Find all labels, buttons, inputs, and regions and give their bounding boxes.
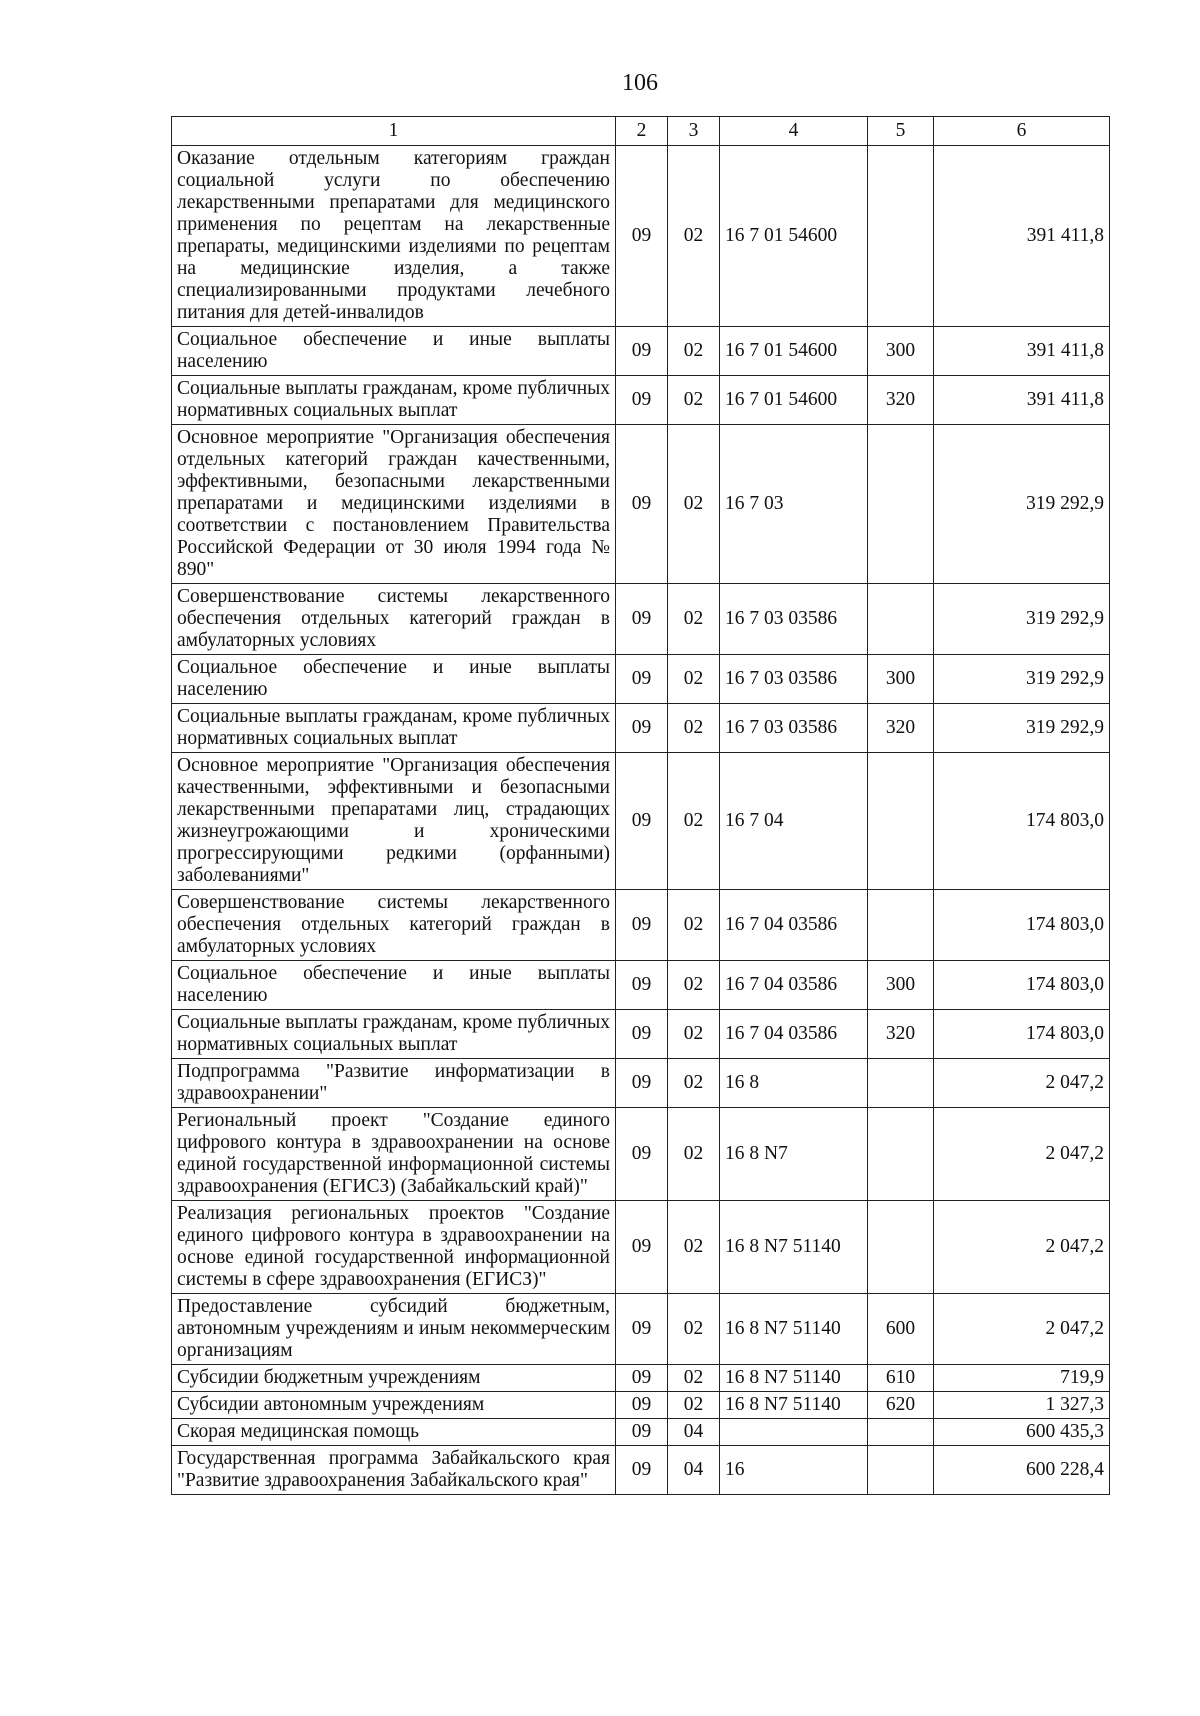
- table-row: [172, 376, 1110, 425]
- row-expense-type: [868, 146, 934, 327]
- row-expense-type: [868, 753, 934, 890]
- row-subsection-code: 04: [668, 1446, 720, 1495]
- table-row: [172, 1365, 1110, 1392]
- row-subsection-code: 02: [668, 1392, 720, 1419]
- budget-table: [171, 116, 1110, 1495]
- row-name: Совершенствование системы лекарственного обеспечения отдельных категорий граждан в амбулаторных условиях: [172, 584, 616, 655]
- row-amount: 174 803,0: [934, 961, 1110, 1010]
- row-target-article: 16 7 04 03586: [720, 961, 868, 1010]
- row-amount: 319 292,9: [934, 704, 1110, 753]
- row-target-article: 16 8 N7 51140: [720, 1294, 868, 1365]
- row-amount: 2 047,2: [934, 1294, 1110, 1365]
- row-section-code: 09: [616, 327, 668, 376]
- col-header-2: 2: [616, 117, 668, 146]
- row-name: Оказание отдельным категориям граждан социальной услуги по обеспечению лекарственными препаратами для медицинского применения по рецептам на лекарственные препараты, медицинскими изделиями по рецептам на медицинские изделия, а также специализированными продуктами лечебного питания для детей-инвалидов: [172, 146, 616, 327]
- col-header-4: 4: [720, 117, 868, 146]
- table-row: [172, 1446, 1110, 1495]
- col-header-1: 1: [172, 117, 616, 146]
- row-section-code: 09: [616, 1201, 668, 1294]
- row-name: Социальные выплаты гражданам, кроме публичных нормативных социальных выплат: [172, 1010, 616, 1059]
- row-subsection-code: 02: [668, 1201, 720, 1294]
- row-expense-type: 300: [868, 961, 934, 1010]
- table-row: [172, 1294, 1110, 1365]
- row-name: Социальное обеспечение и иные выплаты населению: [172, 961, 616, 1010]
- page-number: 106: [622, 70, 658, 96]
- row-subsection-code: 02: [668, 584, 720, 655]
- table-row: [172, 146, 1110, 327]
- row-section-code: 09: [616, 704, 668, 753]
- row-expense-type: 320: [868, 1010, 934, 1059]
- row-expense-type: [868, 890, 934, 961]
- row-section-code: 09: [616, 146, 668, 327]
- row-amount: 391 411,8: [934, 146, 1110, 327]
- row-section-code: 09: [616, 1059, 668, 1108]
- table-row: [172, 1419, 1110, 1446]
- row-target-article: 16 7 04 03586: [720, 890, 868, 961]
- row-amount: 174 803,0: [934, 1010, 1110, 1059]
- row-subsection-code: 02: [668, 327, 720, 376]
- row-subsection-code: 02: [668, 146, 720, 327]
- table-row: [172, 753, 1110, 890]
- row-subsection-code: 02: [668, 753, 720, 890]
- row-expense-type: [868, 1419, 934, 1446]
- row-subsection-code: 02: [668, 1108, 720, 1201]
- row-name: Социальное обеспечение и иные выплаты населению: [172, 327, 616, 376]
- row-subsection-code: 02: [668, 425, 720, 584]
- row-name: Государственная программа Забайкальского края "Развитие здравоохранения Забайкальского края": [172, 1446, 616, 1495]
- row-expense-type: 320: [868, 376, 934, 425]
- row-section-code: 09: [616, 1419, 668, 1446]
- row-subsection-code: 02: [668, 704, 720, 753]
- table-body: [172, 146, 1110, 1495]
- row-section-code: 09: [616, 1294, 668, 1365]
- row-section-code: 09: [616, 1392, 668, 1419]
- row-target-article: 16 8: [720, 1059, 868, 1108]
- row-section-code: 09: [616, 655, 668, 704]
- table-row: [172, 1010, 1110, 1059]
- row-target-article: 16 8 N7 51140: [720, 1392, 868, 1419]
- row-name: Скорая медицинская помощь: [172, 1419, 616, 1446]
- table-row: [172, 961, 1110, 1010]
- row-amount: 1 327,3: [934, 1392, 1110, 1419]
- row-name: Субсидии бюджетным учреждениям: [172, 1365, 616, 1392]
- row-target-article: 16: [720, 1446, 868, 1495]
- row-name: Основное мероприятие "Организация обеспечения отдельных категорий граждан качественными, эффективными, безопасными лекарственными препаратами и медицинскими изделиями в соответствии с постановлением Правительства Российской Федерации от 30 июля 1994 года № 890": [172, 425, 616, 584]
- row-amount: 2 047,2: [934, 1059, 1110, 1108]
- row-section-code: 09: [616, 1010, 668, 1059]
- row-name: Социальные выплаты гражданам, кроме публичных нормативных социальных выплат: [172, 376, 616, 425]
- row-target-article: 16 7 03: [720, 425, 868, 584]
- table-row: [172, 1201, 1110, 1294]
- row-expense-type: [868, 1446, 934, 1495]
- row-name: Предоставление субсидий бюджетным, автономным учреждениям и иным некоммерческим организациям: [172, 1294, 616, 1365]
- row-expense-type: [868, 1059, 934, 1108]
- row-amount: 319 292,9: [934, 584, 1110, 655]
- table-row: [172, 655, 1110, 704]
- row-target-article: 16 7 04 03586: [720, 1010, 868, 1059]
- row-subsection-code: 02: [668, 655, 720, 704]
- row-target-article: 16 7 04: [720, 753, 868, 890]
- row-target-article: 16 8 N7 51140: [720, 1365, 868, 1392]
- col-header-5: 5: [868, 117, 934, 146]
- row-target-article: 16 7 01 54600: [720, 146, 868, 327]
- row-amount: 174 803,0: [934, 753, 1110, 890]
- table-row: [172, 1059, 1110, 1108]
- row-subsection-code: 02: [668, 1010, 720, 1059]
- row-expense-type: [868, 1108, 934, 1201]
- row-expense-type: 320: [868, 704, 934, 753]
- row-section-code: 09: [616, 376, 668, 425]
- row-amount: 600 228,4: [934, 1446, 1110, 1495]
- row-target-article: 16 7 03 03586: [720, 655, 868, 704]
- row-expense-type: 620: [868, 1392, 934, 1419]
- row-expense-type: [868, 1201, 934, 1294]
- row-amount: 2 047,2: [934, 1201, 1110, 1294]
- row-target-article: 16 7 03 03586: [720, 584, 868, 655]
- row-amount: 174 803,0: [934, 890, 1110, 961]
- row-expense-type: 610: [868, 1365, 934, 1392]
- row-section-code: 09: [616, 584, 668, 655]
- row-amount: 600 435,3: [934, 1419, 1110, 1446]
- col-header-6: 6: [934, 117, 1110, 146]
- row-name: Социальное обеспечение и иные выплаты населению: [172, 655, 616, 704]
- row-section-code: 09: [616, 890, 668, 961]
- row-section-code: 09: [616, 425, 668, 584]
- row-section-code: 09: [616, 753, 668, 890]
- row-expense-type: 300: [868, 327, 934, 376]
- table-row: [172, 584, 1110, 655]
- table-row: [172, 1108, 1110, 1201]
- row-section-code: 09: [616, 1108, 668, 1201]
- row-target-article: 16 8 N7 51140: [720, 1201, 868, 1294]
- row-expense-type: 600: [868, 1294, 934, 1365]
- row-name: Подпрограмма "Развитие информатизации в здравоохранении": [172, 1059, 616, 1108]
- row-name: Основное мероприятие "Организация обеспечения качественными, эффективными и безопасными лекарственными препаратами лиц, страдающих жизнеугрожающими и хроническими прогрессирующими редкими (орфанными) заболеваниями": [172, 753, 616, 890]
- table-row: [172, 1392, 1110, 1419]
- row-subsection-code: 02: [668, 376, 720, 425]
- row-subsection-code: 02: [668, 1365, 720, 1392]
- row-amount: 391 411,8: [934, 327, 1110, 376]
- row-target-article: 16 7 03 03586: [720, 704, 868, 753]
- row-expense-type: 300: [868, 655, 934, 704]
- row-amount: 719,9: [934, 1365, 1110, 1392]
- row-section-code: 09: [616, 1365, 668, 1392]
- table-row: [172, 425, 1110, 584]
- table-row: [172, 890, 1110, 961]
- row-subsection-code: 04: [668, 1419, 720, 1446]
- table-row: [172, 327, 1110, 376]
- row-subsection-code: 02: [668, 890, 720, 961]
- row-target-article: [720, 1419, 868, 1446]
- row-section-code: 09: [616, 961, 668, 1010]
- row-target-article: 16 7 01 54600: [720, 376, 868, 425]
- row-amount: 319 292,9: [934, 425, 1110, 584]
- row-name: Социальные выплаты гражданам, кроме публичных нормативных социальных выплат: [172, 704, 616, 753]
- table-row: [172, 704, 1110, 753]
- row-section-code: 09: [616, 1446, 668, 1495]
- row-amount: 319 292,9: [934, 655, 1110, 704]
- header-row: [172, 117, 1110, 146]
- row-name: Реализация региональных проектов "Создание единого цифрового контура в здравоохранении на основе единой государственной информационной системы в сфере здравоохранения (ЕГИСЗ)": [172, 1201, 616, 1294]
- col-header-3: 3: [668, 117, 720, 146]
- row-expense-type: [868, 584, 934, 655]
- row-amount: 2 047,2: [934, 1108, 1110, 1201]
- row-target-article: 16 7 01 54600: [720, 327, 868, 376]
- row-subsection-code: 02: [668, 1294, 720, 1365]
- row-name: Субсидии автономным учреждениям: [172, 1392, 616, 1419]
- row-name: Совершенствование системы лекарственного обеспечения отдельных категорий граждан в амбулаторных условиях: [172, 890, 616, 961]
- row-expense-type: [868, 425, 934, 584]
- row-name: Региональный проект "Создание единого цифрового контура в здравоохранении на основе единой государственной информационной системы здравоохранения (ЕГИСЗ) (Забайкальский край)": [172, 1108, 616, 1201]
- row-subsection-code: 02: [668, 1059, 720, 1108]
- row-target-article: 16 8 N7: [720, 1108, 868, 1201]
- row-subsection-code: 02: [668, 961, 720, 1010]
- row-amount: 391 411,8: [934, 376, 1110, 425]
